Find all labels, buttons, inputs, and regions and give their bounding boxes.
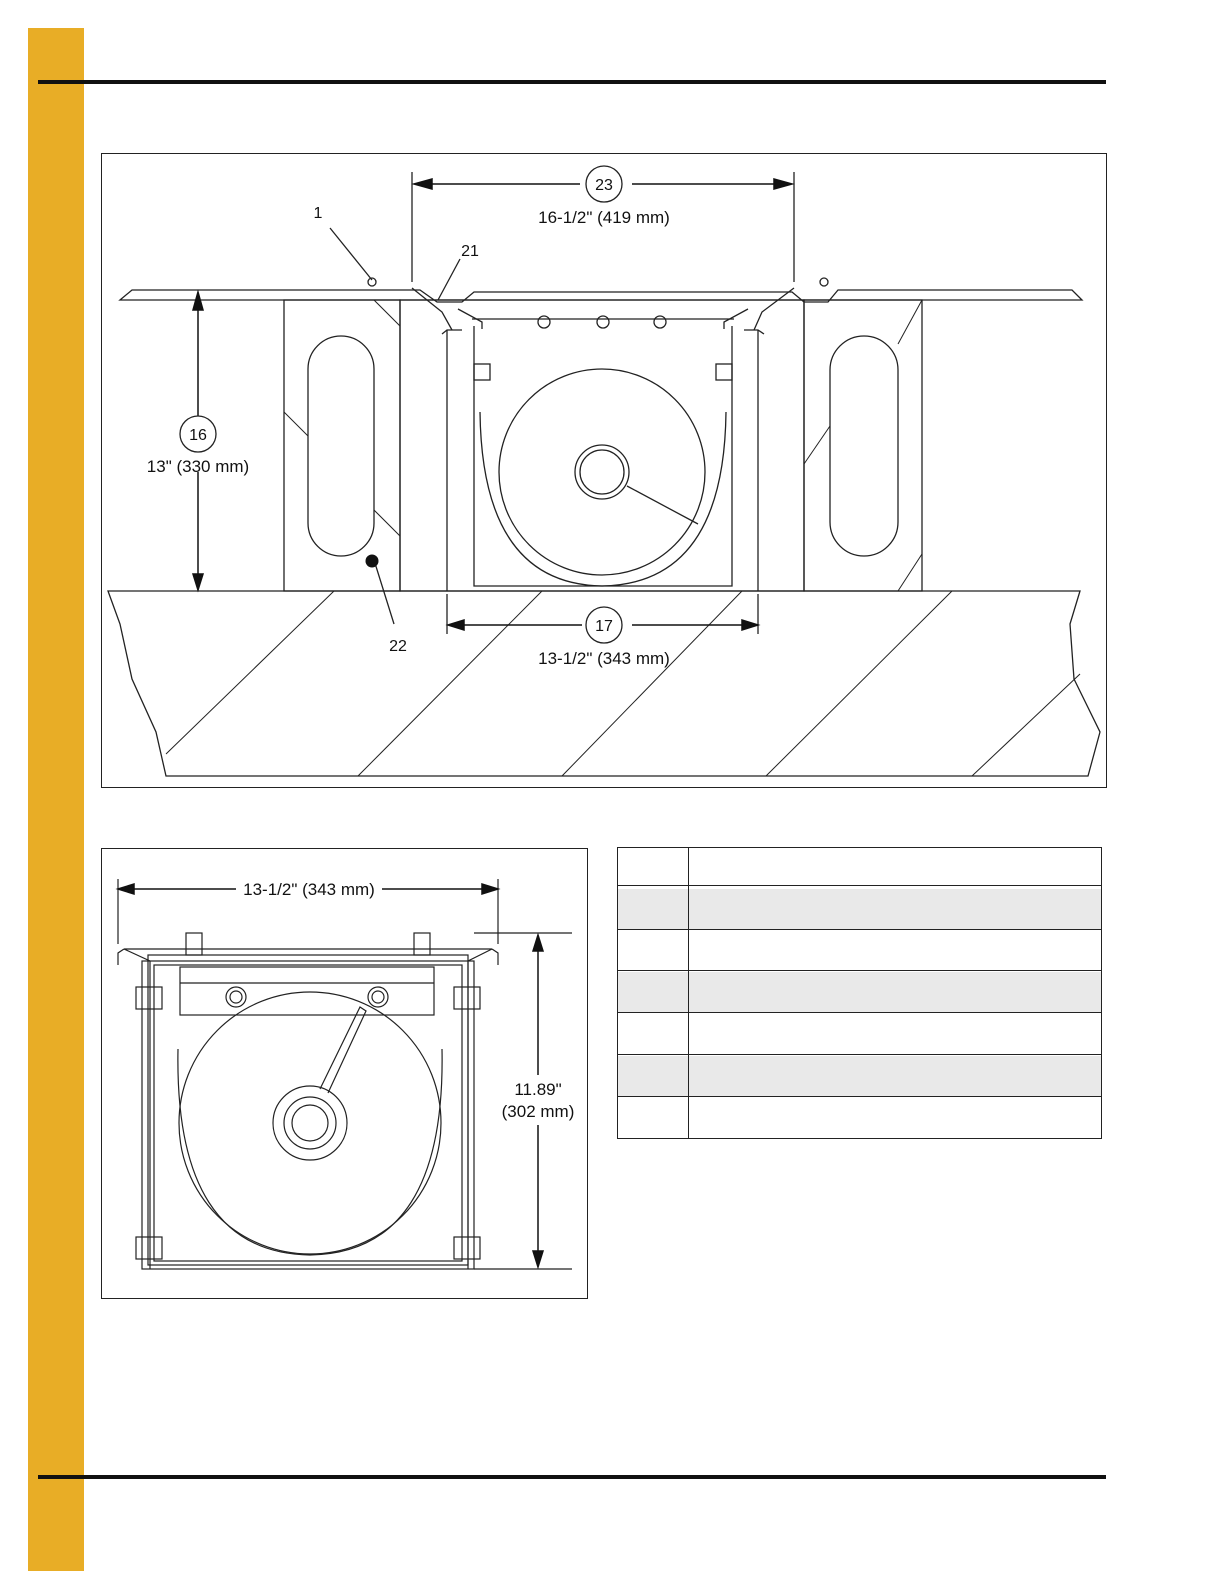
- side-bolt-bl: [136, 1237, 162, 1259]
- top-nut-right: [368, 987, 388, 1007]
- leader-1: [330, 228, 372, 280]
- callout-17: 17: [595, 618, 613, 635]
- table-row-3: [618, 972, 1101, 1013]
- figure-bottom-end-view: [101, 848, 588, 1299]
- table-row-5: [618, 1056, 1101, 1097]
- parts-table: [617, 847, 1102, 1139]
- plate-bolt-right: [820, 278, 828, 286]
- dim-height-left: 13" (330 mm): [146, 457, 250, 476]
- left-slot: [308, 336, 374, 556]
- figure-top-cross-section: [101, 153, 1107, 788]
- hole-2: [597, 316, 609, 328]
- end-dim-width: 13-1/2" (343 mm): [243, 880, 375, 899]
- end-view-drawing: [102, 849, 589, 1300]
- right-support: [804, 300, 922, 591]
- callout-1: 1: [313, 205, 323, 222]
- wheel-spoke: [627, 486, 698, 524]
- floor-hatch: [166, 591, 1080, 776]
- leader-21: [438, 259, 460, 300]
- side-bolt-tr: [454, 987, 480, 1009]
- header-rule: [38, 80, 1106, 84]
- callout-21: 21: [461, 243, 479, 260]
- side-bolt-tl: [136, 987, 162, 1009]
- top-nut-left: [226, 987, 246, 1007]
- right-support-hatch: [804, 300, 922, 591]
- end-dim-height-line2: (302 mm): [501, 1102, 575, 1121]
- table-row-2: [618, 930, 1101, 971]
- cross-section-drawing: [102, 154, 1108, 789]
- leader-22: [374, 560, 394, 624]
- end-wheel-spoke: [320, 1007, 366, 1093]
- side-color-band: [28, 28, 84, 1571]
- trough-liner: [474, 326, 732, 586]
- table-column-divider: [688, 848, 689, 1138]
- table-row-6: [618, 1098, 1101, 1139]
- left-support: [284, 300, 400, 591]
- table-row-1: [618, 889, 1101, 930]
- wheel-hub: [575, 445, 629, 499]
- wheel: [499, 369, 705, 575]
- side-bolt-br: [454, 1237, 480, 1259]
- housing: [148, 955, 468, 1265]
- callout-16: 16: [189, 427, 207, 444]
- hole-1: [538, 316, 550, 328]
- end-dim-height-line1: 11.89": [514, 1080, 562, 1099]
- marker-22: [366, 555, 379, 568]
- callout-23: 23: [595, 177, 613, 194]
- table-row-4: [618, 1014, 1101, 1055]
- footer-rule: [38, 1475, 1106, 1479]
- bolt-right: [716, 364, 732, 380]
- hole-3: [654, 316, 666, 328]
- dim-width-bottom: 13-1/2" (343 mm): [538, 649, 670, 668]
- callout-22: 22: [389, 638, 407, 655]
- bolt-left: [474, 364, 490, 380]
- top-bracket: [180, 967, 434, 1015]
- right-slot: [830, 336, 898, 556]
- table-header-rule: [618, 885, 1101, 886]
- stud-left: [186, 933, 202, 955]
- dim-width-top: 16-1/2" (419 mm): [538, 208, 670, 227]
- stud-right: [414, 933, 430, 955]
